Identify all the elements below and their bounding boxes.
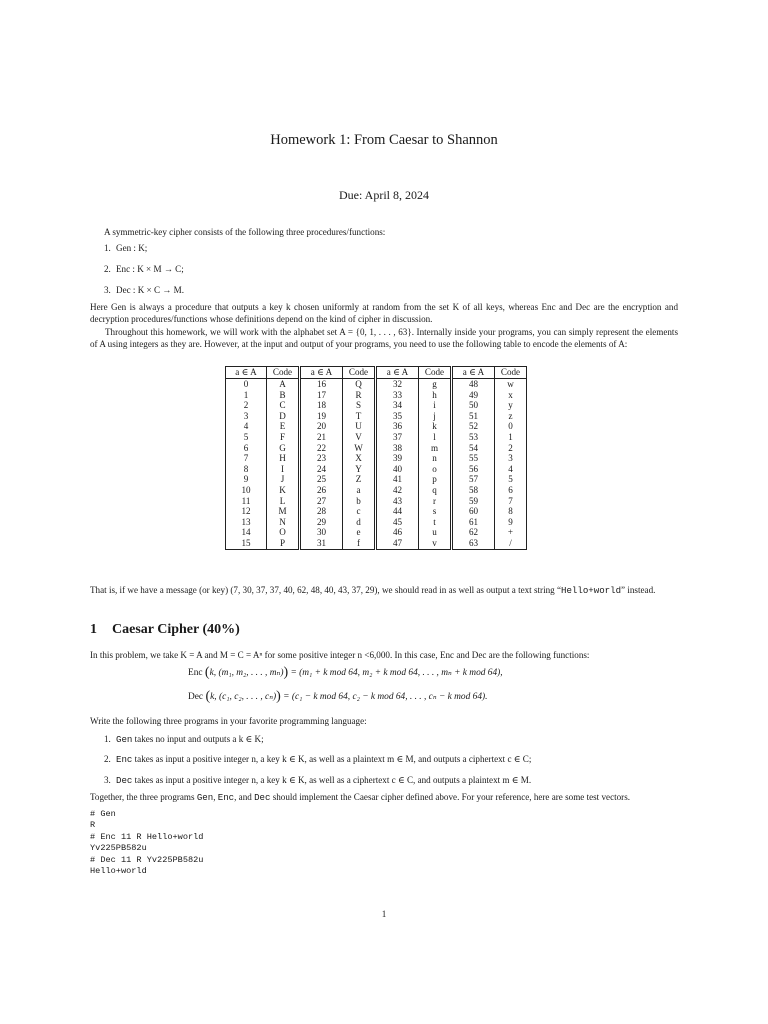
table-cell-code: t [419, 517, 452, 528]
list-text: takes no input and outputs a k ∈ K; [132, 734, 264, 744]
program-name: Dec [116, 775, 133, 786]
header-code: Code [343, 367, 376, 379]
header-code: Code [495, 367, 527, 379]
list-number: 2. [104, 754, 111, 764]
table-cell-value: 55 [452, 453, 495, 464]
table-row [226, 411, 527, 422]
intro-paragraph: A symmetric-key cipher consists of the following three procedures/functions: [104, 227, 386, 237]
table-cell-value: 43 [376, 496, 419, 507]
table-cell-code: 7 [495, 496, 527, 507]
example-paragraph [90, 584, 678, 597]
table-cell-code: z [495, 411, 527, 422]
table-cell-value: 61 [452, 517, 495, 528]
table-row [226, 400, 527, 411]
table-cell-code: T [343, 411, 376, 422]
program-item [104, 774, 531, 787]
problem-paragraph: In this problem, we take K = A and M = C = Aⁿ for some positive integer n <6,000. In this case, Enc and Dec are the following functions: [90, 650, 590, 660]
table-cell-value: 22 [300, 443, 343, 454]
table-cell-value: 3 [226, 411, 267, 422]
table-cell-value: 28 [300, 506, 343, 517]
table-cell-code: J [267, 474, 300, 485]
table-cell-value: 21 [300, 432, 343, 443]
eq-function-name: Dec [188, 692, 204, 702]
program-name: Enc [116, 754, 133, 765]
table-cell-code: u [419, 527, 452, 538]
table-cell-code: x [495, 390, 527, 401]
table-cell-value: 37 [376, 432, 419, 443]
example-string: Hello+world [561, 585, 622, 596]
table-cell-value: 30 [300, 527, 343, 538]
program-item [104, 733, 264, 746]
gen-paragraph: Here Gen is always a procedure that outputs a key k chosen uniformly at random from the set K of all keys, whereas Enc and Dec are the encryption and decryption procedures/functions whose definitions depend on the kind of cipher in discussion. [90, 302, 678, 324]
table-cell-value: 32 [376, 379, 419, 390]
together-paragraph [90, 791, 678, 804]
table-cell-value: 20 [300, 421, 343, 432]
table-cell-value: 49 [452, 390, 495, 401]
table-cell-code: A [267, 379, 300, 390]
encoding-table [225, 366, 527, 550]
table-cell-value: 13 [226, 517, 267, 528]
list-number: 3. [104, 775, 111, 785]
table-cell-value: 44 [376, 506, 419, 517]
program-name: Gen [116, 734, 133, 745]
program-name-gen: Gen [196, 792, 214, 803]
table-cell-value: 39 [376, 453, 419, 464]
table-cell-value: 6 [226, 443, 267, 454]
table-cell-value: 23 [300, 453, 343, 464]
table-cell-code: G [267, 443, 300, 454]
write-paragraph: Write the following three programs in your favorite programming language: [90, 716, 367, 726]
together-sep: , and [234, 792, 255, 802]
procedure-item [104, 284, 184, 296]
table-cell-value: 48 [452, 379, 495, 390]
list-text: Enc : K × M → C; [116, 264, 184, 274]
table-cell-value: 31 [300, 538, 343, 549]
table-cell-code: Z [343, 474, 376, 485]
table-cell-code: a [343, 485, 376, 496]
table-row [226, 485, 527, 496]
table-cell-value: 5 [226, 432, 267, 443]
table-row [226, 527, 527, 538]
table-cell-value: 19 [300, 411, 343, 422]
table-cell-code: q [419, 485, 452, 496]
table-cell-value: 41 [376, 474, 419, 485]
table-cell-code: 2 [495, 443, 527, 454]
table-cell-code: 6 [495, 485, 527, 496]
header-a-in-A: a ∈ A [452, 367, 495, 379]
table-row [226, 474, 527, 485]
list-text: takes as input a positive integer n, a key k ∈ K, as well as a plaintext m ∈ M, and outputs a ciphertext c ∈ C; [132, 754, 532, 764]
table-cell-code: 0 [495, 421, 527, 432]
table-cell-value: 12 [226, 506, 267, 517]
table-cell-code: w [495, 379, 527, 390]
header-code: Code [267, 367, 300, 379]
table-cell-value: 42 [376, 485, 419, 496]
table-cell-code: p [419, 474, 452, 485]
table-cell-code: N [267, 517, 300, 528]
example-text-end: ” instead. [621, 585, 656, 595]
header-code: Code [419, 367, 452, 379]
table-cell-value: 54 [452, 443, 495, 454]
table-cell-code: R [343, 390, 376, 401]
eq-rhs: = (c₁ − k mod 64, c₂ − k mod 64, . . . , cₙ − k mod 64). [283, 692, 488, 702]
table-cell-value: 26 [300, 485, 343, 496]
table-cell-value: 52 [452, 421, 495, 432]
table-cell-value: 38 [376, 443, 419, 454]
table-cell-value: 40 [376, 464, 419, 475]
table-cell-code: y [495, 400, 527, 411]
table-cell-code: 3 [495, 453, 527, 464]
table-cell-value: 15 [226, 538, 267, 549]
table-cell-code: H [267, 453, 300, 464]
table-cell-value: 1 [226, 390, 267, 401]
table-cell-code: O [267, 527, 300, 538]
due-date: Due: April 8, 2024 [339, 188, 429, 202]
eq-args: k, (c₁, c₂, . . . , cₙ) [210, 692, 277, 702]
code-line: Hello+world [90, 866, 147, 877]
table-row [226, 517, 527, 528]
table-cell-value: 25 [300, 474, 343, 485]
table-cell-code: B [267, 390, 300, 401]
table-cell-value: 53 [452, 432, 495, 443]
table-cell-code: v [419, 538, 452, 549]
table-cell-code: 9 [495, 517, 527, 528]
enc-equation: Enc (k, (m₁, m₂, . . . , mₙ)) = (m₁ + k mod 64, m₂ + k mod 64, . . . , mₙ + k mod 64), [188, 665, 503, 680]
table-cell-value: 36 [376, 421, 419, 432]
table-cell-code: j [419, 411, 452, 422]
example-text: That is, if we have a message (or key) (7, 30, 37, 37, 40, 62, 48, 40, 43, 37, 29), we should read in as well as output a text string “ [90, 585, 562, 595]
together-text-end: should implement the Caesar cipher defined above. For your reference, here are some test vectors. [270, 792, 631, 802]
table-cell-code: c [343, 506, 376, 517]
table-cell-code: P [267, 538, 300, 549]
table-cell-value: 17 [300, 390, 343, 401]
table-cell-code: 4 [495, 464, 527, 475]
test-vectors-block [90, 809, 203, 877]
table-row [226, 506, 527, 517]
table-cell-code: d [343, 517, 376, 528]
list-text: takes as input a positive integer n, a key k ∈ K, as well as a ciphertext c ∈ C, and outputs a plaintext m ∈ M. [132, 775, 532, 785]
table-cell-code: 5 [495, 474, 527, 485]
table-cell-code: X [343, 453, 376, 464]
section-title: Caesar Cipher (40%) [112, 622, 240, 637]
dec-equation: Dec (k, (c₁, c₂, . . . , cₙ)) = (c₁ − k mod 64, c₂ − k mod 64, . . . , cₙ − k mod 64). [188, 689, 488, 704]
table-cell-code: 8 [495, 506, 527, 517]
procedure-item [104, 242, 147, 254]
table-cell-code: S [343, 400, 376, 411]
table-cell-value: 33 [376, 390, 419, 401]
list-number: 1. [104, 734, 111, 744]
table-cell-value: 24 [300, 464, 343, 475]
table-cell-value: 9 [226, 474, 267, 485]
table-cell-value: 56 [452, 464, 495, 475]
table-cell-code: F [267, 432, 300, 443]
table-cell-code: L [267, 496, 300, 507]
table-cell-value: 34 [376, 400, 419, 411]
table-cell-code: Q [343, 379, 376, 390]
table-cell-value: 27 [300, 496, 343, 507]
table-cell-value: 60 [452, 506, 495, 517]
table-header-row [226, 367, 527, 379]
code-line: # Gen [90, 809, 116, 819]
table-cell-value: 58 [452, 485, 495, 496]
header-a-in-A: a ∈ A [376, 367, 419, 379]
table-cell-code: e [343, 527, 376, 538]
table-row [226, 443, 527, 454]
section-heading [90, 622, 240, 638]
table-cell-value: 0 [226, 379, 267, 390]
list-number: 2. [104, 264, 111, 274]
code-line: Yv225PB582u [90, 843, 147, 854]
table-cell-code: b [343, 496, 376, 507]
table-cell-code: k [419, 421, 452, 432]
table-row [226, 453, 527, 464]
table-cell-code: o [419, 464, 452, 475]
table-cell-value: 29 [300, 517, 343, 528]
header-a-in-A: a ∈ A [226, 367, 267, 379]
table-cell-value: 63 [452, 538, 495, 549]
table-cell-code: s [419, 506, 452, 517]
table-cell-code: D [267, 411, 300, 422]
section-number: 1 [90, 622, 97, 637]
table-cell-code: M [267, 506, 300, 517]
table-cell-code: f [343, 538, 376, 549]
alphabet-paragraph: Throughout this homework, we will work with the alphabet set A = {0, 1, . . . , 63}. Internally inside your programs, you can simply represent the elements of A using integers as they are. However, at the input and output of your programs, you need to use the following table to encode the elements of A: [90, 327, 678, 349]
eq-function-name: Enc [188, 668, 203, 678]
table-cell-code: + [495, 527, 527, 538]
table-cell-value: 11 [226, 496, 267, 507]
table-cell-code: K [267, 485, 300, 496]
together-text: Together, the three programs [90, 792, 197, 802]
table-cell-value: 59 [452, 496, 495, 507]
table-cell-code: r [419, 496, 452, 507]
list-number: 1. [104, 243, 111, 253]
table-row [226, 432, 527, 443]
list-text: Dec : K × C → M. [116, 285, 185, 295]
table-cell-value: 7 [226, 453, 267, 464]
table-body [226, 379, 527, 550]
table-cell-code: h [419, 390, 452, 401]
table-cell-code: V [343, 432, 376, 443]
table-cell-value: 16 [300, 379, 343, 390]
table-cell-value: 8 [226, 464, 267, 475]
program-item [104, 753, 531, 766]
table-cell-code: i [419, 400, 452, 411]
table-cell-code: E [267, 421, 300, 432]
table-cell-value: 51 [452, 411, 495, 422]
code-line: R [90, 820, 96, 831]
procedure-item [104, 263, 184, 275]
table-cell-code: W [343, 443, 376, 454]
table-cell-value: 18 [300, 400, 343, 411]
eq-rhs: = (m₁ + k mod 64, m₂ + k mod 64, . . . , mₙ + k mod 64), [290, 668, 503, 678]
page-number: 1 [381, 909, 387, 919]
eq-args: k, (m₁, m₂, . . . , mₙ) [209, 668, 284, 678]
table-cell-code: C [267, 400, 300, 411]
table-cell-code: l [419, 432, 452, 443]
program-name-enc: Enc [217, 792, 235, 803]
table-cell-value: 14 [226, 527, 267, 538]
program-name-dec: Dec [254, 792, 271, 803]
table-cell-value: 35 [376, 411, 419, 422]
table-cell-value: 2 [226, 400, 267, 411]
table-cell-code: g [419, 379, 452, 390]
table-cell-value: 46 [376, 527, 419, 538]
table-cell-code: n [419, 453, 452, 464]
table-cell-value: 62 [452, 527, 495, 538]
header-a-in-A: a ∈ A [300, 367, 343, 379]
table-cell-value: 10 [226, 485, 267, 496]
table-row [226, 379, 527, 390]
table-row [226, 464, 527, 475]
together-sep: , [213, 792, 218, 802]
table-cell-code: Y [343, 464, 376, 475]
table-row [226, 538, 527, 549]
table-row [226, 496, 527, 507]
table-cell-code: U [343, 421, 376, 432]
table-cell-value: 47 [376, 538, 419, 549]
code-line: # Dec 11 R Yv225PB582u [90, 854, 204, 865]
table-cell-code: I [267, 464, 300, 475]
list-text: Gen : K; [116, 243, 148, 253]
table-cell-code: m [419, 443, 452, 454]
code-line: # Enc 11 R Hello+world [90, 831, 204, 842]
table-cell-code: / [495, 538, 527, 549]
table-cell-value: 57 [452, 474, 495, 485]
table-row [226, 421, 527, 432]
table-row [226, 390, 527, 401]
table-cell-code: 1 [495, 432, 527, 443]
list-number: 3. [104, 285, 111, 295]
table-cell-value: 50 [452, 400, 495, 411]
page-title: Homework 1: From Caesar to Shannon [270, 132, 498, 148]
table-cell-value: 45 [376, 517, 419, 528]
table-cell-value: 4 [226, 421, 267, 432]
